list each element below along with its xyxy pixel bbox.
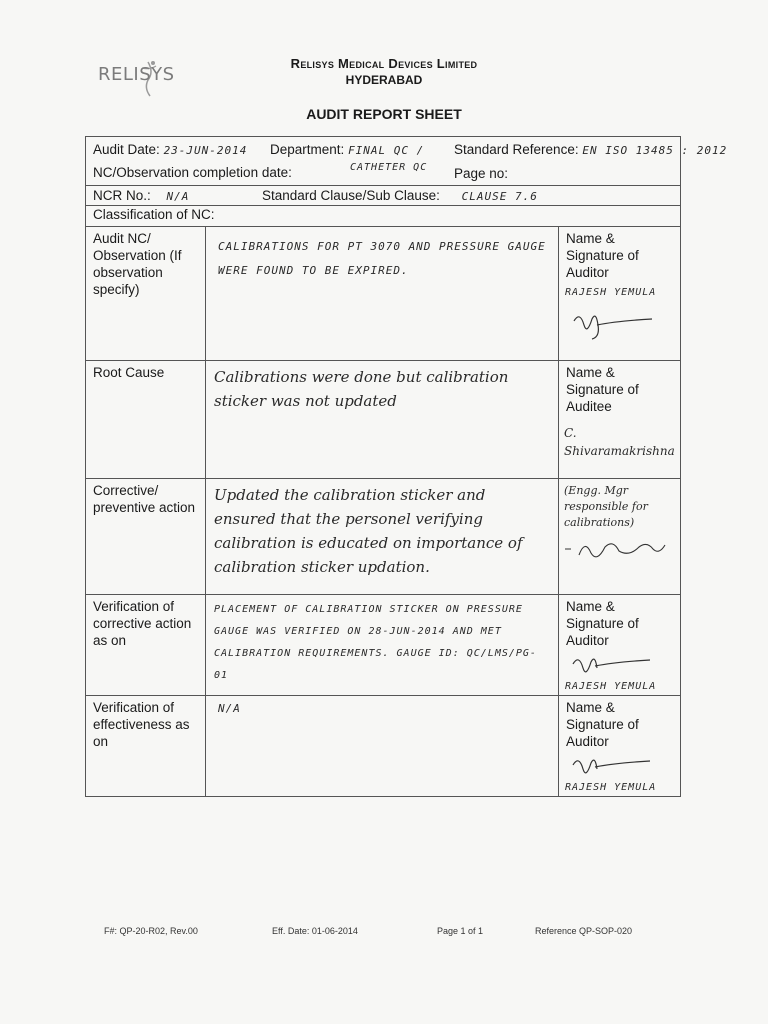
corrective-action-row — [86, 479, 681, 595]
standard-reference-value: EN ISO 13485 : 2012 — [582, 144, 728, 157]
audit-form-table — [85, 136, 728, 797]
ncr-row — [86, 186, 681, 206]
footer-reference: Reference QP-SOP-020 — [535, 926, 633, 936]
verification-corrective-text: PLACEMENT OF CALIBRATION STICKER ON PRESSURE GAUGE WAS VERIFIED ON 28-JUN-2014 AND MET CALIBRATION REQUIREMENTS. GAUGE ID: QC/LMS/PG-01 — [214, 604, 537, 681]
verification-corrective-label: Verification of corrective action as on — [93, 599, 192, 648]
auditor-name-3: RAJESH YEMULA — [565, 782, 657, 793]
auditor-label: Name & Signature of Auditor — [566, 231, 639, 280]
auditor-name-2: RAJESH YEMULA — [565, 681, 657, 692]
root-cause-text: Calibrations were done but calibration sticker was not updated — [214, 368, 509, 410]
clause-value: CLAUSE 7.6 — [461, 190, 538, 203]
auditor-signature-2-icon — [559, 652, 669, 678]
auditee-label: Name & Signature of Auditee — [566, 365, 639, 414]
department-label: Department: — [270, 142, 345, 157]
observation-row — [86, 227, 681, 361]
footer-effective-date: Eff. Date: 01-06-2014 — [272, 926, 358, 936]
clause-label: Standard Clause/Sub Clause: — [262, 188, 440, 203]
audit-info-row — [86, 137, 681, 186]
auditor-label-3: Name & Signature of Auditor — [566, 700, 639, 749]
audit-date-label: Audit Date: — [93, 142, 160, 157]
corrective-action-label: Corrective/ preventive action — [93, 483, 196, 515]
auditor-signature-3-icon — [559, 753, 669, 779]
audit-date-value: 23-JUN-2014 — [163, 144, 248, 157]
ncr-label: NCR No.: — [93, 188, 151, 203]
root-cause-row — [86, 361, 681, 479]
footer-page: Page 1 of 1 — [437, 926, 484, 936]
company-name: Relisys Medical Devices Limited — [290, 56, 478, 71]
completion-date-label: NC/Observation completion date: — [93, 165, 292, 180]
classification-row — [86, 206, 681, 227]
sheet-title: AUDIT REPORT SHEET — [306, 106, 462, 122]
department-value-2: CATHETER QC — [350, 162, 428, 173]
auditor-name: RAJESH YEMULA — [565, 287, 657, 298]
logo-text: RELISYS — [98, 64, 175, 85]
verification-corrective-row — [86, 595, 681, 696]
footer-form-number: F#: QP-20-R02, Rev.00 — [104, 926, 198, 936]
page-no-label: Page no: — [454, 166, 509, 181]
verification-effectiveness-text: N/A — [218, 702, 241, 715]
department-value: FINAL QC / — [348, 144, 425, 157]
standard-reference-label: Standard Reference: — [454, 142, 579, 157]
auditor-signature-icon — [559, 301, 669, 341]
responsible-note: (Engg. Mgr responsible for calibrations) — [564, 484, 648, 529]
observation-label: Audit NC/ Observation (If observation specify) — [93, 231, 182, 297]
verification-effectiveness-label: Verification of effectiveness as on — [93, 700, 190, 749]
root-cause-label: Root Cause — [93, 365, 165, 380]
verification-effectiveness-row — [86, 696, 681, 797]
observation-text: CALIBRATIONS FOR PT 3070 AND PRESSURE GAUGE WERE FOUND TO BE EXPIRED. — [218, 240, 546, 277]
classification-label: Classification of NC: — [93, 207, 215, 222]
corrective-action-text: Updated the calibration sticker and ensured that the personel verifying calibration is educated on importance of calibration sticker updation. — [214, 486, 523, 576]
auditee-signature-icon — [559, 535, 677, 563]
company-city: HYDERABAD — [345, 73, 423, 87]
auditee-name: C. Shivaramakrishna — [564, 426, 675, 458]
ncr-value: N/A — [166, 190, 190, 203]
auditor-label-2: Name & Signature of Auditor — [566, 599, 639, 648]
